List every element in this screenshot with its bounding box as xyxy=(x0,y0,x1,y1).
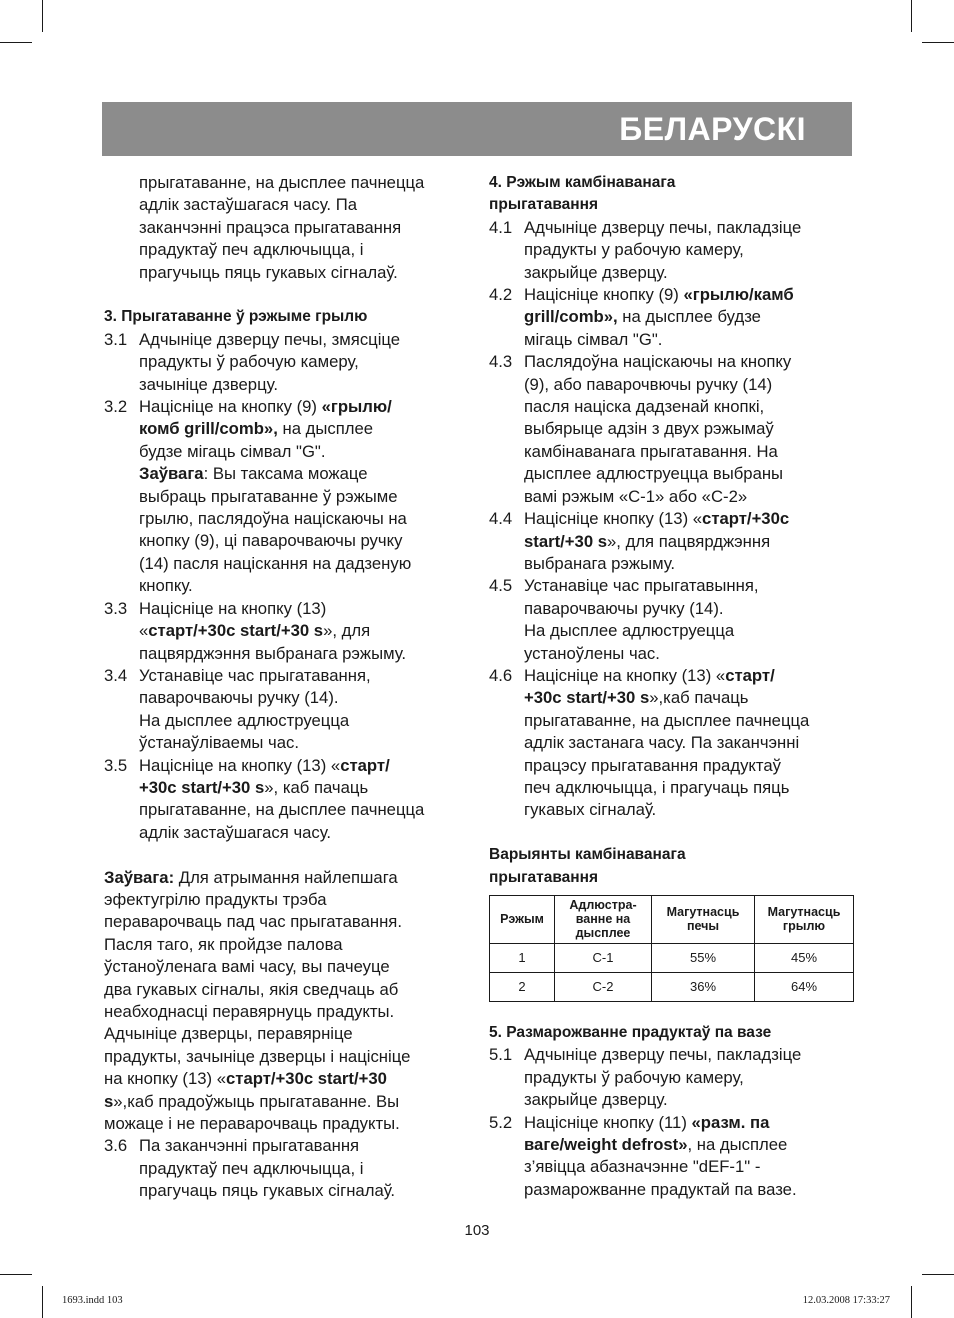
text-line: камбінаванага прыгатавання. На xyxy=(524,441,778,461)
table-cell: 45% xyxy=(755,943,854,972)
text-line: грылю, паслядоўна націскаючы на xyxy=(139,509,407,529)
text-run: на дысплее будзе xyxy=(617,307,761,327)
text-line: прыгатаванне, на дысплее пачнецца xyxy=(524,710,810,730)
text-run: », каб пачаць xyxy=(264,777,369,797)
crop-mark xyxy=(42,1286,43,1318)
text-line: выбраць прыгатаванне ў рэжыме xyxy=(139,486,398,506)
text-line: прагучыць пяць гукавых сігналаў. xyxy=(139,262,398,282)
text-run: », для xyxy=(323,621,371,641)
button-name: старт/ xyxy=(340,755,390,775)
text-line: адлік застаўшагася часу. Па xyxy=(139,195,357,215)
step-number: 4.2 xyxy=(489,285,513,305)
step-number: 4.4 xyxy=(489,509,513,529)
text-line: (14) пасля націскання на дадзеную xyxy=(139,553,412,573)
text-line: пацвярджэння выбранага рэжыму. xyxy=(139,643,407,663)
text-line: з’явіцца абазначэнне "dEF-1" - xyxy=(524,1157,761,1177)
heading-line: прыгатавання xyxy=(489,196,599,214)
heading-line: Варыянты камбінаванага xyxy=(489,846,686,864)
step-number: 3.1 xyxy=(104,329,128,349)
step-4-2 xyxy=(489,284,855,351)
text-line: эфектугрілю прадукты трэба xyxy=(104,889,327,909)
language-title: БЕЛАРУСКІ xyxy=(619,111,806,147)
crop-mark xyxy=(911,1286,912,1318)
step-3-3 xyxy=(104,598,466,665)
step-number: 3.2 xyxy=(104,397,128,417)
text-line: адлік застаўшагася часу. xyxy=(139,822,332,842)
column-header: Магутнасць печы xyxy=(652,895,755,943)
step-number: 4.5 xyxy=(489,576,513,596)
text-line: Націсніце на кнопку (13) xyxy=(139,598,327,618)
text-line: Устанавіце час прыгатавыння, xyxy=(524,576,759,596)
crop-mark xyxy=(911,0,912,32)
text-line: можаце і не пераварочваць прадукты. xyxy=(104,1114,400,1134)
table-cell: 64% xyxy=(755,972,854,1001)
table-row xyxy=(490,943,854,972)
table-row xyxy=(490,972,854,1001)
column-header: Рэжым xyxy=(490,895,555,943)
text-line: прыгатаванне, на дысплее пачнецца xyxy=(139,800,425,820)
text-run: , на дысплее xyxy=(687,1135,788,1155)
text-run: на кнопку (13) « xyxy=(104,1069,227,1089)
text-line: вамі рэжым «С-1» або «С-2» xyxy=(524,486,748,506)
button-name: s xyxy=(104,1091,114,1111)
page-number: 103 xyxy=(464,1222,490,1239)
step-5-2 xyxy=(489,1112,855,1202)
text-run: Націсніце кнопку (9) xyxy=(524,285,684,305)
section-5-heading: 5. Размарожванне прадуктаў па вазе xyxy=(489,1023,772,1041)
text-line: выбранага рэжыму. xyxy=(524,553,676,573)
button-name: старт/+30c start/+30 xyxy=(226,1069,387,1089)
column-header: Магутнасць грылю xyxy=(755,895,854,943)
step-5-1 xyxy=(489,1044,855,1111)
step-3-4 xyxy=(104,665,466,755)
button-name: «разм. па xyxy=(691,1112,770,1132)
text-line: Пасля таго, як пройдзе палова xyxy=(104,934,343,954)
text-line: Адчыніце дзверцу печы, пакладзіце xyxy=(524,217,802,237)
text-line: працэсу прыгатавання прадуктаў xyxy=(524,755,781,775)
table-header-row xyxy=(490,895,854,943)
note-label: Заўвага xyxy=(139,464,204,484)
text-line: размарожванне прадуктай па вазе. xyxy=(524,1179,797,1199)
step-number: 5.2 xyxy=(489,1112,513,1132)
text-line: заканчэнні працэса прыгатавання xyxy=(139,217,402,237)
text-line: неабходнасці перавярнуць прадукты. xyxy=(104,1002,395,1021)
step-3-6 xyxy=(104,1135,466,1202)
step-3-1 xyxy=(104,329,466,396)
crop-mark xyxy=(42,0,43,32)
step-4-5 xyxy=(489,575,855,665)
button-name: grill/comb», xyxy=(524,307,618,327)
section-4-heading xyxy=(489,172,855,217)
text-line: гукавых сігналаў. xyxy=(524,800,657,820)
section-3-heading: 3. Прыгатаванне ў рэжыме грылю xyxy=(104,308,368,326)
step-number: 5.1 xyxy=(489,1045,513,1065)
text-line: адлік застанага часу. Па заканчэнні xyxy=(524,733,800,753)
step-4-4 xyxy=(489,508,855,575)
text-run: Націсніце на кнопку (13) « xyxy=(139,755,341,775)
text-line: прадуктаў печ адключыцца, і xyxy=(139,240,364,260)
step-4-1 xyxy=(489,217,855,284)
crop-mark xyxy=(922,1274,954,1275)
language-header-band xyxy=(102,102,852,156)
text-line: прадукты у рабочую камеру, xyxy=(524,240,744,260)
note-paragraph xyxy=(104,867,466,1136)
text-line: устаноўлены час. xyxy=(524,643,660,663)
table-cell: 55% xyxy=(652,943,755,972)
text-line: На дысплее адлюструецца xyxy=(139,710,350,730)
step-3-2 xyxy=(104,396,466,598)
text-run: Націсніце кнопку (11) xyxy=(524,1112,692,1132)
button-name: start/+30 s xyxy=(524,531,608,551)
text-line: паварочваючы ручку (14). xyxy=(524,598,724,618)
text-line: кнопку. xyxy=(139,576,193,596)
heading-line: прыгатавання xyxy=(489,868,599,886)
text-line: прадукты, зачыніце дзверцы і націсніце xyxy=(104,1046,411,1066)
text-line: зачыніце дзверцу. xyxy=(139,374,278,394)
text-line: Адчыніце дзверцы, перавярніце xyxy=(104,1024,353,1044)
button-name: ваге/weight defrost» xyxy=(524,1135,688,1155)
step-number: 3.3 xyxy=(104,598,128,618)
text-line: закрыйце дзверцу. xyxy=(524,262,668,282)
text-line: прадукты ў рабочую камеру, xyxy=(524,1067,744,1087)
text-line: Устанавіце час прыгатавання, xyxy=(139,665,371,685)
table-cell: С-1 xyxy=(555,943,652,972)
step-number: 3.6 xyxy=(104,1136,128,1156)
text-line: будзе мігаць сімвал "G". xyxy=(139,441,326,461)
text-line: дысплее адлюструецца выбраны xyxy=(524,464,784,484)
text-line: (9), або паварочвючы ручку (14) xyxy=(524,374,773,394)
heading-line: 4. Рэжым камбінаванага xyxy=(489,174,676,191)
text-line: прадукты ў рабочую камеру, xyxy=(139,352,359,372)
text-line: печ адключыцца, і прагучаць пяць xyxy=(524,777,790,797)
text-run: Націсніце на кнопку (13) « xyxy=(524,665,726,685)
text-run: на дысплее xyxy=(277,419,374,439)
table-cell: 36% xyxy=(652,972,755,1001)
text-line: прадуктаў печ адключыцца, і xyxy=(139,1158,364,1178)
text-line: прагучаць пяць гукавых сігналаў. xyxy=(139,1181,396,1201)
text-line: пераварочваць пад час прыгатавання. xyxy=(104,912,402,932)
text-run: : Вы таксама можаце xyxy=(203,464,368,484)
combination-modes-table xyxy=(489,895,854,1002)
text-run: », для пацвярджэння xyxy=(607,531,771,551)
text-line: ўстанаўліваемы час. xyxy=(139,733,300,753)
text-line: закрыйце дзверцу. xyxy=(524,1090,668,1110)
table-cell: С-2 xyxy=(555,972,652,1001)
button-name: «грылю/ xyxy=(321,397,392,417)
text-line: прыгатаванне, на дысплее пачнецца xyxy=(139,173,425,192)
text-line: пасля націска дадзенай кнопкі, xyxy=(524,397,765,417)
step-number: 4.3 xyxy=(489,352,513,372)
intro-paragraph xyxy=(104,172,466,284)
text-line: Адчыніце дзверцу печы, пакладзіце xyxy=(524,1045,802,1065)
variants-heading xyxy=(489,844,855,889)
step-number: 3.5 xyxy=(104,755,128,775)
text-run: »,каб пачаць xyxy=(649,688,749,708)
step-4-6 xyxy=(489,665,855,822)
text-line: На дысплее адлюструецца xyxy=(524,621,735,641)
button-name: старт/+30c xyxy=(702,509,790,529)
text-line: мігаць сімвал "G". xyxy=(524,329,663,349)
text-line: Паслядоўна націскаючы на кнопку xyxy=(524,352,792,372)
button-name: комб grill/comb», xyxy=(139,419,278,439)
crop-mark xyxy=(922,42,954,43)
column-header: Адлюстра-ванне на дысплее xyxy=(555,895,652,943)
table-cell: 1 xyxy=(490,943,555,972)
text-line: паварочваючы ручку (14). xyxy=(139,688,339,708)
button-name: «грылю/камб xyxy=(683,285,794,305)
button-name: +30c start/+30 s xyxy=(524,688,650,708)
text-run: Для атрымання найлепшага xyxy=(174,867,398,887)
left-column xyxy=(104,172,466,1203)
text-line: ўстаноўленага вамі часу, вы пачеуце xyxy=(104,957,390,977)
text-run: »,каб прадоўжыць прыгатаванне. Вы xyxy=(113,1091,400,1111)
step-3-5 xyxy=(104,755,466,845)
text-run: Націсніце на кнопку (9) xyxy=(139,397,322,417)
step-number: 4.1 xyxy=(489,217,513,237)
text-line: выбярыце адзін з двух рэжымаў xyxy=(524,419,774,439)
step-number: 3.4 xyxy=(104,665,128,685)
button-name: старт/+30c start/+30 s xyxy=(148,621,324,641)
right-column xyxy=(489,172,855,1201)
text-line: кнопку (9), ці паварочваючы ручку xyxy=(139,531,403,551)
text-line: Адчыніце дзверцу печы, змясціце xyxy=(139,329,401,349)
crop-mark xyxy=(0,1274,32,1275)
text-line: два гукавых сігналы, якія сведчаць аб xyxy=(104,979,399,999)
print-slug-date: 12.03.2008 17:33:27 xyxy=(802,1295,890,1306)
print-slug-file: 1693.indd 103 xyxy=(62,1295,123,1306)
button-name: старт/ xyxy=(725,665,775,685)
crop-mark xyxy=(0,42,32,43)
button-name: +30c start/+30 s xyxy=(139,777,265,797)
text-line: Па заканчэнні прыгатавання xyxy=(139,1136,360,1156)
note-label: Заўвага: xyxy=(104,867,175,887)
text-run: « xyxy=(139,621,149,641)
step-4-3 xyxy=(489,351,855,508)
step-number: 4.6 xyxy=(489,665,513,685)
text-run: Націсніце кнопку (13) « xyxy=(524,509,703,529)
table-cell: 2 xyxy=(490,972,555,1001)
